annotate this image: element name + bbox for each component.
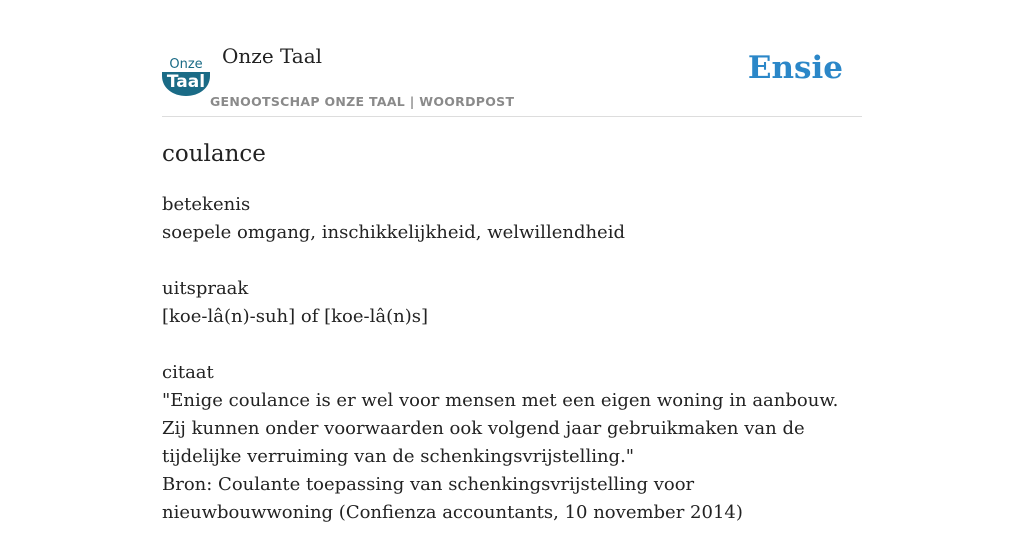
onze-taal-logo[interactable] — [162, 54, 210, 96]
logo-text-top: Onze — [169, 57, 203, 72]
pronunciation-section — [162, 275, 862, 331]
logo-text-bottom: Taal — [166, 72, 206, 92]
site-tagline: GENOOTSCHAP ONZE TAAL | WOORDPOST — [210, 94, 515, 109]
pronunciation-text: [koe-lâ(n)-suh] of [koe-lâ(n)s] — [162, 306, 428, 327]
quote-text: "Enige coulance is er wel voor mensen met een eigen woning in aanbouw. Zij kunnen onder voorwaarden ook volgend jaar gebruikmaken van de tijdelijke verruiming van de schenkingsvrijstelling." — [162, 390, 839, 467]
site-name[interactable]: Onze Taal — [222, 44, 323, 68]
section-heading: citaat — [162, 362, 214, 383]
site-header — [162, 40, 862, 117]
entry-content — [162, 136, 862, 555]
quote-source: Bron: Coulante toepassing van schenkingsvrijstelling voor nieuwbouwwoning (Confienza accountants, 10 november 2014) — [162, 474, 743, 523]
ensie-brand-logo[interactable]: Ensie — [747, 50, 843, 86]
meaning-section — [162, 191, 862, 247]
section-heading: uitspraak — [162, 278, 249, 299]
entry-body — [162, 191, 862, 527]
quote-section — [162, 359, 862, 527]
entry-title: coulance — [162, 141, 266, 167]
meaning-text: soepele omgang, inschikkelijkheid, welwillendheid — [162, 222, 625, 243]
section-heading: betekenis — [162, 194, 251, 215]
